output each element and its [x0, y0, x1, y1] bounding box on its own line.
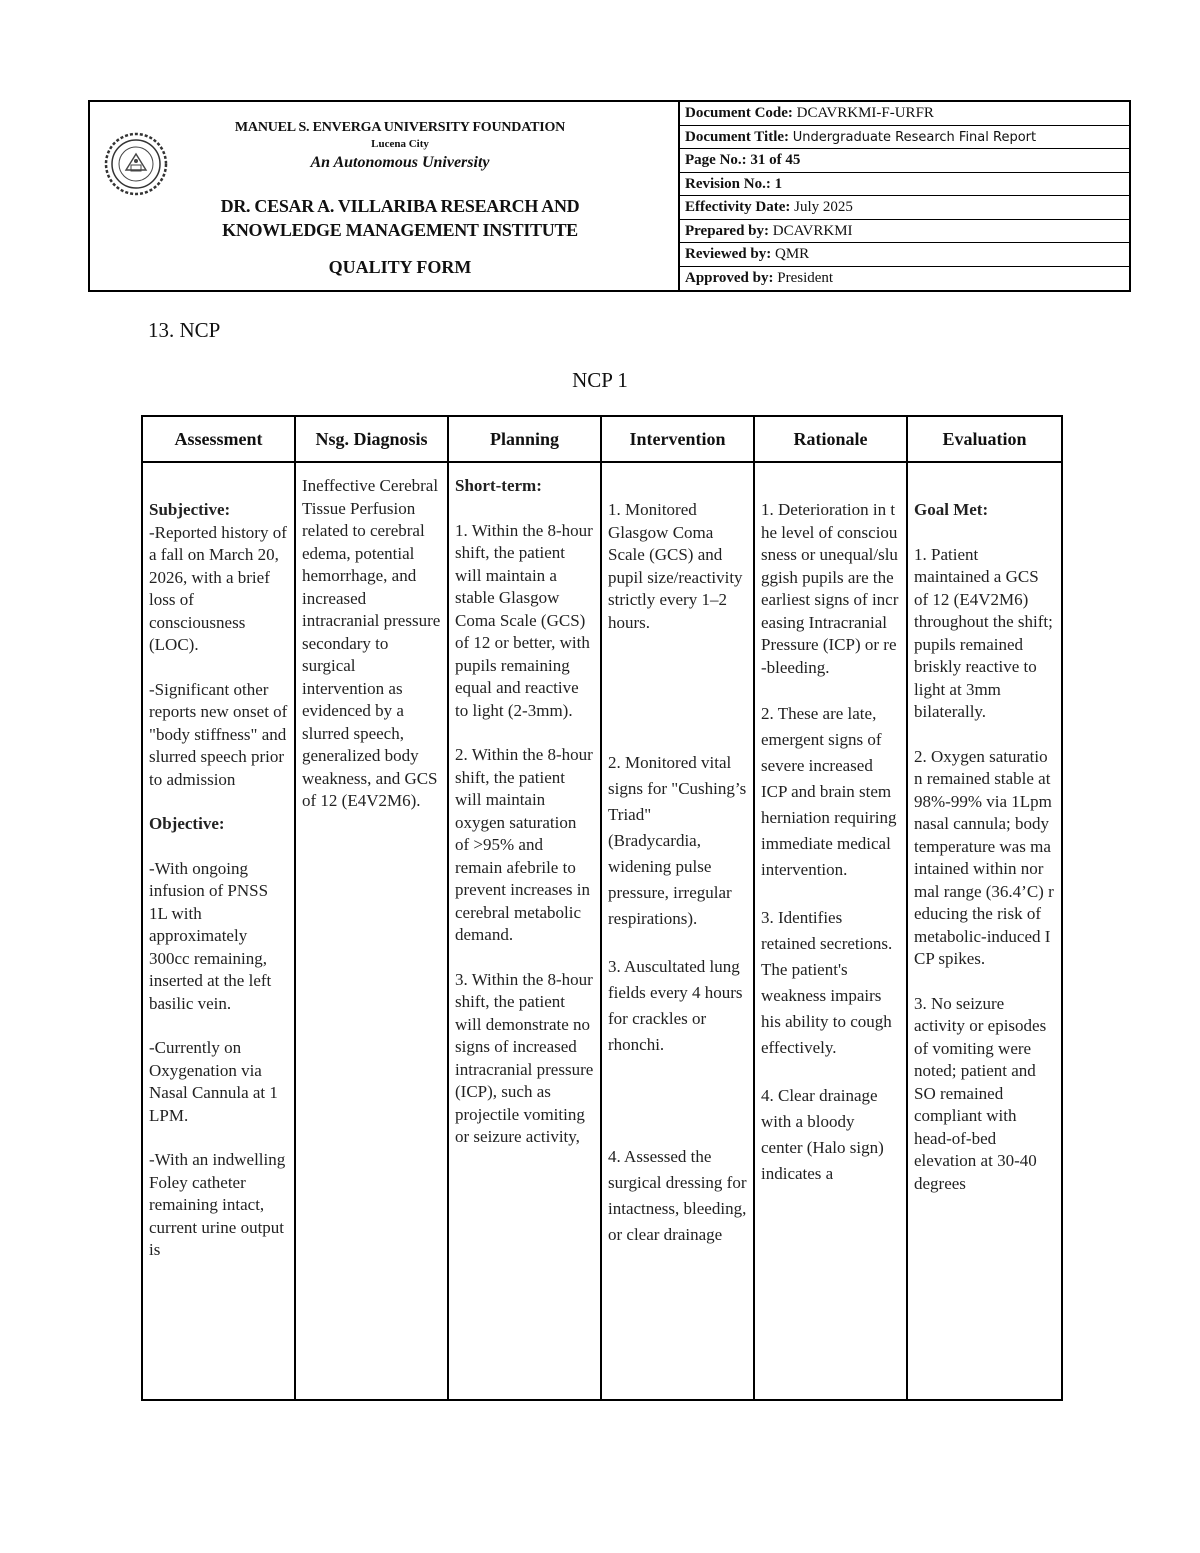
meta-value: President [777, 269, 834, 286]
meta-label: Prepared by: [685, 222, 770, 239]
meta-document-title [680, 126, 1129, 150]
meta-label: Revision No.: [685, 175, 771, 192]
meta-label: Effectivity Date: [685, 199, 791, 215]
evaluation-label: Goal Met: [914, 500, 989, 519]
objective-item: -Currently on Oxygenation via Nasal Cannula at 1 LPM. [149, 1038, 278, 1125]
table-row [142, 462, 1062, 1400]
header-intervention: Intervention [601, 416, 754, 462]
meta-value: DCAVRKMI [772, 222, 853, 239]
section-title: 13. NCP [148, 318, 221, 342]
university-seal-icon [104, 132, 168, 196]
document-header [88, 100, 1131, 292]
institute-name-line2: KNOWLEDGE MANAGEMENT INSTITUTE [222, 220, 578, 240]
meta-effectivity-date [680, 196, 1129, 220]
meta-label: Page No.: [685, 152, 747, 168]
planning-item: 2. Within the 8-hour shift, the patient will maintain oxygen saturation of >95% and remain afebrile to prevent increases in cerebral metabolic demand. [455, 745, 593, 944]
subjective-item: -Reported history of a fall on March 20, 2026, with a brief loss of consciousness (LOC). [149, 522, 287, 654]
objective-item: -With an indwelling Foley catheter remaining intact, current urine output is [149, 1150, 286, 1259]
header-evaluation: Evaluation [907, 416, 1062, 462]
meta-prepared-by [680, 220, 1129, 244]
rationale-item: 3. Identifies retained secretions. The patient's weakness impairs his ability to cough effectively. [761, 908, 893, 1057]
header-planning: Planning [448, 416, 601, 462]
meta-label: Reviewed by: [685, 246, 772, 262]
planning-item: 3. Within the 8-hour shift, the patient will demonstrate no signs of increased intracranial pressure (ICP), such as projectile vomiting or seizure activity, [455, 969, 594, 1146]
subjective-label: Subjective: [149, 500, 231, 519]
institution-city: Lucena City [371, 138, 429, 150]
header-rationale: Rationale [754, 416, 907, 462]
institute-name [190, 194, 610, 242]
form-type: QUALITY FORM [328, 257, 472, 277]
institution-block [90, 102, 680, 290]
institution-tagline: An Autonomous University [310, 154, 490, 171]
evaluation-item: 2. Oxygen saturation remained stable at 98%-99% via 1Lpm nasal cannula; body temperature was maintained within normal range (36.4’C) reducing the risk of metabolic-induced ICP spikes. [914, 746, 1054, 968]
evaluation-item: 1. Patient maintained a GCS of 12 (E4V2M6) throughout the shift; pupils remained briskly reactive to light at 3mm bilaterally. [914, 544, 1053, 721]
meta-label: Document Title: [685, 128, 790, 145]
meta-reviewed-by [680, 243, 1129, 267]
intervention-cell [601, 462, 754, 1400]
rationale-item: 2. These are late, emergent signs of severe increased ICP and brain stem herniation requiring immediate medical intervention. [761, 704, 897, 879]
rationale-item: 1. Deterioration in the level of consciousness or unequal/sluggish pupils are the earliest signs of increasing Intracranial Pressure (ICP) or re-bleeding. [761, 500, 899, 677]
intervention-item: 4. Assessed the surgical dressing for intactness, bleeding, or clear drainage [608, 1147, 747, 1244]
planning-cell [448, 462, 601, 1400]
meta-page-no [680, 149, 1129, 173]
rationale-item: 4. Clear drainage with a bloody center (Halo sign) indicates a [761, 1086, 884, 1183]
meta-value: DCAVRKMI-F-URFR [796, 105, 934, 121]
objective-item: -With ongoing infusion of PNSS 1L with approximately 300cc remaining, inserted at the left basilic vein. [149, 858, 272, 1013]
subjective-item: -Significant other reports new onset of "body stiffness" and slurred speech prior to admission [149, 679, 288, 789]
meta-value: 1 [774, 175, 783, 192]
assessment-cell [142, 462, 295, 1400]
institute-name-line1: DR. CESAR A. VILLARIBA RESEARCH AND [220, 196, 580, 216]
meta-value: QMR [775, 246, 810, 262]
meta-label: Document Code: [685, 105, 793, 121]
diagnosis-text: Ineffective Cerebral Tissue Perfusion related to cerebral edema, potential hemorrhage, and increased intracranial pressure secondary to surgical intervention as evidenced by a slurred speech, generalized body weakness, and GCS of 12 (E4V2M6). [302, 476, 441, 810]
planning-item: 1. Within the 8-hour shift, the patient will maintain a stable Glasgow Coma Scale (GCS) of 12 or better, with pupils remaining equal and reactive to light (2-3mm). [455, 520, 593, 720]
intervention-item: 3. Auscultated lung fields every 4 hours for crackles or rhonchi. [608, 957, 743, 1054]
meta-value: 31 of 45 [750, 152, 801, 168]
meta-approved-by [680, 267, 1129, 291]
header-diagnosis: Nsg. Diagnosis [295, 416, 448, 462]
meta-value: Undergraduate Research Final Report [792, 129, 1037, 145]
ncp-title: NCP 1 [572, 368, 628, 392]
intervention-item: 1. Monitored Glasgow Coma Scale (GCS) and pupil size/reactivity strictly every 1–2 hours. [608, 500, 743, 632]
planning-label: Short-term: [455, 476, 542, 495]
document-meta [680, 102, 1129, 290]
evaluation-cell [907, 462, 1062, 1400]
meta-revision-no [680, 173, 1129, 197]
objective-label: Objective: [149, 814, 225, 833]
diagnosis-cell [295, 462, 448, 1400]
header-assessment: Assessment [142, 416, 295, 462]
meta-document-code [680, 102, 1129, 126]
institution-name: MANUEL S. ENVERGA UNIVERSITY FOUNDATION [234, 120, 566, 135]
meta-label: Approved by: [685, 269, 774, 286]
meta-value: July 2025 [794, 199, 853, 215]
table-header-row [142, 416, 1062, 462]
rationale-cell [754, 462, 907, 1400]
evaluation-item: 3. No seizure activity or episodes of vomiting were noted; patient and SO remained compliant with head-of-bed elevation at 30-40 degrees [914, 993, 1047, 1193]
ncp-table [141, 415, 1063, 1401]
intervention-item: 2. Monitored vital signs for "Cushing’s Triad" (Bradycardia, widening pulse pressure, irregular respirations). [608, 753, 747, 928]
